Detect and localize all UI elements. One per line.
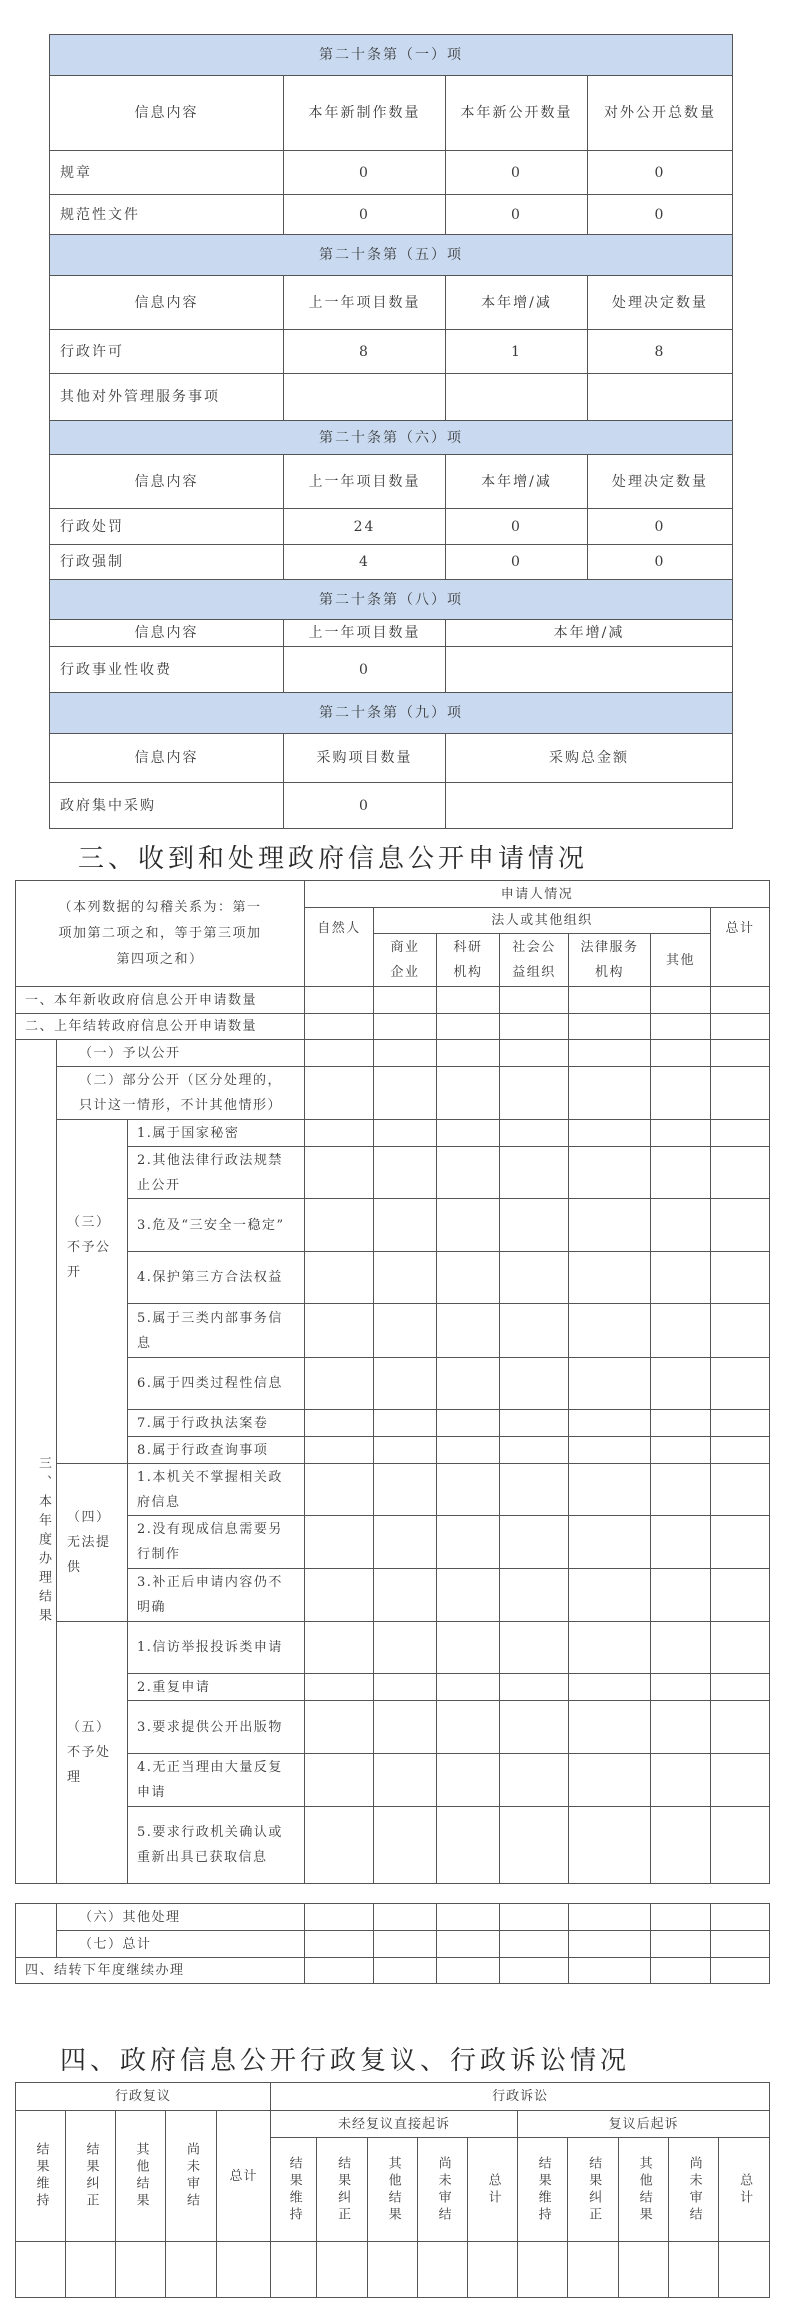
not-open-value-cell (711, 1358, 770, 1410)
column-header: 处理决定数量 (588, 455, 733, 509)
not-open-value-cell (305, 1252, 374, 1304)
partial-value-cell (305, 1067, 374, 1120)
not-processed-value-cell (374, 1754, 437, 1807)
not-open-value-cell (500, 1252, 569, 1304)
new-value-cell (305, 987, 374, 1014)
unable-value-cell (711, 1516, 770, 1569)
legal-column-header: 法律服务机构 (569, 934, 651, 987)
partial-value-cell (500, 1067, 569, 1120)
after-review-column-header: 尚未审结 (669, 2138, 719, 2242)
natural-person-header: 自然人 (305, 908, 374, 987)
column-header: 本年新制作数量 (284, 76, 446, 151)
row-label: 规范性文件 (50, 195, 284, 235)
sub-item-label: 6.属于四类过程性信息 (128, 1358, 305, 1410)
new-value-cell (569, 987, 651, 1014)
open-value-cell (305, 1040, 374, 1067)
direct-column-header: 结果维持 (271, 2138, 317, 2242)
after-review-column-header: 其他结果 (619, 2138, 669, 2242)
column-header: 本年增/减 (446, 455, 588, 509)
carry-value-cell (569, 1014, 651, 1040)
value-cell: 0 (446, 151, 588, 195)
not-open-value-cell (437, 1147, 500, 1199)
not-processed-value-cell (305, 1674, 374, 1701)
value-cell: 0 (284, 647, 446, 693)
sub-item-label: 1.信访举报投诉类申请 (128, 1622, 305, 1674)
not-open-value-cell (374, 1437, 437, 1464)
review-value-cell (116, 2242, 166, 2298)
value-cell: 8 (284, 330, 446, 374)
sub-item-label: 1.本机关不掌握相关政府信息 (128, 1464, 305, 1516)
after-review-suit-header: 复议后起诉 (518, 2111, 770, 2138)
sub-item-label: 4.无正当理由大量反复申请 (128, 1754, 305, 1807)
direct-column-header: 结果纠正 (317, 2138, 368, 2242)
result-group-continued (16, 1904, 57, 1958)
open-value-cell (651, 1040, 711, 1067)
new-value-cell (437, 987, 500, 1014)
row-partial: （二）部分公开（区分处理的，只计这一情形，不计其他情形） (57, 1067, 305, 1120)
carry-next-value-cell (569, 1958, 651, 1984)
other-value-cell (500, 1904, 569, 1931)
not-open-value-cell (651, 1199, 711, 1252)
subtotal-value-cell (500, 1931, 569, 1958)
value-cell: 8 (588, 330, 733, 374)
subtotal-value-cell (651, 1931, 711, 1958)
not-open-value-cell (651, 1410, 711, 1437)
not-processed-value-cell (651, 1701, 711, 1754)
direct-value-cell (271, 2242, 317, 2298)
column-header: 信息内容 (50, 455, 284, 509)
not-open-value-cell (711, 1147, 770, 1199)
not-processed-value-cell (305, 1701, 374, 1754)
legal-column-header: 商业企业 (374, 934, 437, 987)
unable-value-cell (374, 1569, 437, 1622)
not-open-value-cell (374, 1252, 437, 1304)
not-open-value-cell (305, 1437, 374, 1464)
carry-value-cell (500, 1014, 569, 1040)
carry-value-cell (305, 1014, 374, 1040)
column-header: 上一年项目数量 (284, 620, 446, 647)
carry-next-value-cell (500, 1958, 569, 1984)
new-value-cell (500, 987, 569, 1014)
other-value-cell (711, 1904, 770, 1931)
not-open-value-cell (711, 1252, 770, 1304)
not-open-value-cell (374, 1410, 437, 1437)
new-value-cell (374, 987, 437, 1014)
unable-value-cell (500, 1569, 569, 1622)
not-processed-value-cell (437, 1674, 500, 1701)
value-cell: 0 (446, 545, 588, 580)
value-cell: 0 (588, 545, 733, 580)
unable-value-cell (500, 1516, 569, 1569)
not-processed-value-cell (374, 1622, 437, 1674)
review-column-header: 结果维持 (16, 2111, 66, 2242)
not-open-value-cell (305, 1410, 374, 1437)
unable-value-cell (374, 1464, 437, 1516)
not-processed-value-cell (305, 1807, 374, 1884)
carry-value-cell (374, 1014, 437, 1040)
other-value-cell (651, 1904, 711, 1931)
row-label: 行政处罚 (50, 509, 284, 545)
not-open-value-cell (651, 1252, 711, 1304)
unable-value-cell (651, 1569, 711, 1622)
sub-item-label: 3.要求提供公开出版物 (128, 1701, 305, 1754)
other-value-cell (305, 1904, 374, 1931)
not-open-value-cell (569, 1252, 651, 1304)
not-open-value-cell (651, 1358, 711, 1410)
carry-next-value-cell (305, 1958, 374, 1984)
sub-item-label: 2.重复申请 (128, 1674, 305, 1701)
review-value-cell (166, 2242, 217, 2298)
direct-value-cell (317, 2242, 368, 2298)
open-value-cell (711, 1040, 770, 1067)
legal-column-header: 社会公益组织 (500, 934, 569, 987)
column-header: 信息内容 (50, 276, 284, 330)
open-value-cell (437, 1040, 500, 1067)
not-open-value-cell (437, 1410, 500, 1437)
after-review-value-cell (619, 2242, 669, 2298)
row-label: 行政事业性收费 (50, 647, 284, 693)
value-cell (446, 783, 733, 829)
review-value-cell (217, 2242, 271, 2298)
unable-value-cell (305, 1464, 374, 1516)
sub-item-label: 1.属于国家秘密 (128, 1120, 305, 1147)
not-open-value-cell (374, 1304, 437, 1358)
not-open-value-cell (651, 1437, 711, 1464)
not-open-value-cell (500, 1147, 569, 1199)
review-column-header: 总计 (217, 2111, 271, 2242)
row-other-processing: （六）其他处理 (57, 1904, 305, 1931)
legal-column-header: 其他 (651, 934, 711, 987)
section-title-row: 第二十条第（一）项 (50, 35, 733, 76)
not-open-value-cell (651, 1147, 711, 1199)
not-processed-value-cell (651, 1622, 711, 1674)
not-processed-value-cell (569, 1622, 651, 1674)
not-processed-value-cell (569, 1674, 651, 1701)
carry-next-value-cell (374, 1958, 437, 1984)
direct-value-cell (468, 2242, 518, 2298)
unable-value-cell (651, 1464, 711, 1516)
direct-value-cell (418, 2242, 468, 2298)
row-new-applications: 一、本年新收政府信息公开申请数量 (16, 987, 305, 1014)
not-processed-value-cell (711, 1622, 770, 1674)
not-processed-value-cell (374, 1674, 437, 1701)
sub-item-label: 5.属于三类内部事务信息 (128, 1304, 305, 1358)
not-processed-value-cell (500, 1674, 569, 1701)
unable-value-cell (500, 1464, 569, 1516)
not-processed-value-cell (437, 1807, 500, 1884)
not-open-value-cell (374, 1358, 437, 1410)
result-group-label: 三、本年度办理结果 (16, 1040, 57, 1884)
total-header: 总计 (711, 908, 770, 987)
not-open-value-cell (305, 1147, 374, 1199)
column-header: 对外公开总数量 (588, 76, 733, 151)
not-open-value-cell (374, 1147, 437, 1199)
subtotal-value-cell (305, 1931, 374, 1958)
carry-value-cell (437, 1014, 500, 1040)
review-column-header: 尚未审结 (166, 2111, 217, 2242)
not-open-value-cell (437, 1358, 500, 1410)
after-review-value-cell (518, 2242, 568, 2298)
subtotal-value-cell (374, 1931, 437, 1958)
not-processed-value-cell (500, 1622, 569, 1674)
column-header: 本年增/减 (446, 276, 588, 330)
not-open-value-cell (569, 1437, 651, 1464)
section4-title: 四、政府信息公开行政复议、行政诉讼情况 (60, 2046, 631, 2076)
not-processed-value-cell (711, 1807, 770, 1884)
after-review-column-header: 结果维持 (518, 2138, 568, 2242)
subtotal-value-cell (437, 1931, 500, 1958)
not-open-value-cell (305, 1304, 374, 1358)
not-open-value-cell (500, 1304, 569, 1358)
not-open-value-cell (374, 1199, 437, 1252)
value-cell: 0 (446, 195, 588, 235)
not-processed-value-cell (569, 1701, 651, 1754)
value-cell (284, 374, 446, 421)
not-open-value-cell (437, 1437, 500, 1464)
not-open-value-cell (651, 1120, 711, 1147)
unable-value-cell (305, 1569, 374, 1622)
section-title-row: 第二十条第（八）项 (50, 580, 733, 620)
direct-suit-header: 未经复议直接起诉 (271, 2111, 518, 2138)
partial-value-cell (651, 1067, 711, 1120)
not-processed-value-cell (374, 1807, 437, 1884)
review-value-cell (16, 2242, 66, 2298)
column-header: 本年新公开数量 (446, 76, 588, 151)
not-open-value-cell (711, 1199, 770, 1252)
unable-value-cell (569, 1516, 651, 1569)
applications-table (15, 880, 770, 1884)
not-processed-value-cell (374, 1701, 437, 1754)
unable-label: （四）无法提供 (57, 1464, 128, 1622)
not-processed-value-cell (437, 1701, 500, 1754)
section3-title: 三、收到和处理政府信息公开申请情况 (78, 844, 589, 874)
open-value-cell (500, 1040, 569, 1067)
not-open-value-cell (500, 1410, 569, 1437)
new-value-cell (651, 987, 711, 1014)
direct-column-header: 其他结果 (368, 2138, 418, 2242)
not-open-value-cell (711, 1120, 770, 1147)
value-cell: 1 (446, 330, 588, 374)
carry-next-value-cell (651, 1958, 711, 1984)
not-processed-value-cell (569, 1754, 651, 1807)
not-open-value-cell (569, 1120, 651, 1147)
not-processed-value-cell (651, 1807, 711, 1884)
unable-value-cell (569, 1464, 651, 1516)
not-open-value-cell (305, 1199, 374, 1252)
column-header: 上一年项目数量 (284, 276, 446, 330)
not-open-value-cell (437, 1252, 500, 1304)
corner-note: （本列数据的勾稽关系为：第一项加第二项之和，等于第三项加第四项之和） (16, 881, 305, 987)
partial-value-cell (437, 1067, 500, 1120)
value-cell: 24 (284, 509, 446, 545)
not-processed-label: （五）不予处理 (57, 1622, 128, 1884)
row-label: 规章 (50, 151, 284, 195)
not-processed-value-cell (711, 1674, 770, 1701)
not-open-value-cell (437, 1199, 500, 1252)
value-cell: 0 (446, 509, 588, 545)
not-open-value-cell (500, 1437, 569, 1464)
not-open-value-cell (569, 1304, 651, 1358)
unable-value-cell (437, 1569, 500, 1622)
review-column-header: 其他结果 (116, 2111, 166, 2242)
not-open-value-cell (711, 1437, 770, 1464)
new-value-cell (711, 987, 770, 1014)
row-carried-over: 二、上年结转政府信息公开申请数量 (16, 1014, 305, 1040)
legal-column-header: 科研机构 (437, 934, 500, 987)
unable-value-cell (374, 1516, 437, 1569)
open-value-cell (374, 1040, 437, 1067)
not-processed-value-cell (711, 1754, 770, 1807)
unable-value-cell (305, 1516, 374, 1569)
sub-item-label: 7.属于行政执法案卷 (128, 1410, 305, 1437)
not-open-value-cell (500, 1199, 569, 1252)
after-review-column-header: 结果纠正 (568, 2138, 619, 2242)
column-header: 信息内容 (50, 734, 284, 783)
row-label: 政府集中采购 (50, 783, 284, 829)
after-review-column-header: 总计 (719, 2138, 770, 2242)
column-header: 信息内容 (50, 620, 284, 647)
article20-table (49, 34, 733, 829)
other-value-cell (374, 1904, 437, 1931)
not-open-value-cell (569, 1199, 651, 1252)
carry-value-cell (711, 1014, 770, 1040)
column-header: 采购总金额 (446, 734, 733, 783)
unable-value-cell (711, 1569, 770, 1622)
row-label: 行政许可 (50, 330, 284, 374)
sub-item-label: 8.属于行政查询事项 (128, 1437, 305, 1464)
not-open-value-cell (500, 1120, 569, 1147)
column-header: 处理决定数量 (588, 276, 733, 330)
column-header: 信息内容 (50, 76, 284, 151)
unable-value-cell (569, 1569, 651, 1622)
section-title-row: 第二十条第（六）项 (50, 421, 733, 455)
review-column-header: 结果纠正 (66, 2111, 116, 2242)
value-cell (446, 374, 588, 421)
not-processed-value-cell (569, 1807, 651, 1884)
section-title-row: 第二十条第（九）项 (50, 693, 733, 734)
not-open-value-cell (305, 1358, 374, 1410)
not-open-value-cell (374, 1120, 437, 1147)
direct-column-header: 总计 (468, 2138, 518, 2242)
not-processed-value-cell (651, 1754, 711, 1807)
column-header: 本年增/减 (446, 620, 733, 647)
direct-column-header: 尚未审结 (418, 2138, 468, 2242)
carry-next-value-cell (711, 1958, 770, 1984)
not-open-value-cell (305, 1120, 374, 1147)
applicant-header: 申请人情况 (305, 881, 770, 908)
value-cell (588, 374, 733, 421)
carry-value-cell (651, 1014, 711, 1040)
not-processed-value-cell (500, 1807, 569, 1884)
unable-value-cell (437, 1516, 500, 1569)
not-open-value-cell (569, 1410, 651, 1437)
column-header: 采购项目数量 (284, 734, 446, 783)
review-value-cell (66, 2242, 116, 2298)
not-open-value-cell (437, 1304, 500, 1358)
not-processed-value-cell (437, 1754, 500, 1807)
admin-litigation-header: 行政诉讼 (271, 2083, 770, 2111)
value-cell (446, 647, 733, 693)
not-processed-value-cell (305, 1622, 374, 1674)
not-open-value-cell (569, 1358, 651, 1410)
unable-value-cell (437, 1464, 500, 1516)
admin-review-header: 行政复议 (16, 2083, 271, 2111)
not-processed-value-cell (305, 1754, 374, 1807)
row-label: 行政强制 (50, 545, 284, 580)
sub-item-label: 4.保护第三方合法权益 (128, 1252, 305, 1304)
sub-item-label: 5.要求行政机关确认或重新出具已获取信息 (128, 1807, 305, 1884)
not-open-value-cell (651, 1304, 711, 1358)
not-open-value-cell (711, 1410, 770, 1437)
partial-value-cell (569, 1067, 651, 1120)
value-cell: 0 (284, 195, 446, 235)
not-processed-value-cell (500, 1701, 569, 1754)
after-review-value-cell (568, 2242, 619, 2298)
other-value-cell (437, 1904, 500, 1931)
partial-value-cell (711, 1067, 770, 1120)
row-carry-next-year: 四、结转下年度继续办理 (16, 1958, 305, 1984)
sub-item-label: 3.危及“三安全一稳定” (128, 1199, 305, 1252)
not-open-value-cell (569, 1147, 651, 1199)
value-cell: 0 (284, 151, 446, 195)
not-processed-value-cell (500, 1754, 569, 1807)
after-review-value-cell (719, 2242, 770, 2298)
partial-value-cell (374, 1067, 437, 1120)
not-open-value-cell (437, 1120, 500, 1147)
not-open-value-cell (711, 1304, 770, 1358)
not-open-label: （三）不予公开 (57, 1120, 128, 1464)
carry-next-value-cell (437, 1958, 500, 1984)
review-litigation-table (15, 2082, 770, 2298)
subtotal-value-cell (711, 1931, 770, 1958)
not-open-value-cell (500, 1358, 569, 1410)
sub-item-label: 3.补正后申请内容仍不明确 (128, 1569, 305, 1622)
row-label: 其他对外管理服务事项 (50, 374, 284, 421)
not-processed-value-cell (711, 1701, 770, 1754)
applications-table-continued (15, 1903, 770, 1984)
not-processed-value-cell (437, 1622, 500, 1674)
row-open: （一）予以公开 (57, 1040, 305, 1067)
row-subtotal: （七）总计 (57, 1931, 305, 1958)
value-cell: 0 (588, 151, 733, 195)
open-value-cell (569, 1040, 651, 1067)
legal-group-header: 法人或其他组织 (374, 908, 711, 934)
subtotal-value-cell (569, 1931, 651, 1958)
value-cell: 0 (588, 195, 733, 235)
section-title-row: 第二十条第（五）项 (50, 235, 733, 276)
column-header: 上一年项目数量 (284, 455, 446, 509)
unable-value-cell (651, 1516, 711, 1569)
value-cell: 0 (588, 509, 733, 545)
sub-item-label: 2.没有现成信息需要另行制作 (128, 1516, 305, 1569)
direct-value-cell (368, 2242, 418, 2298)
other-value-cell (569, 1904, 651, 1931)
not-processed-value-cell (651, 1674, 711, 1701)
unable-value-cell (711, 1464, 770, 1516)
sub-item-label: 2.其他法律行政法规禁止公开 (128, 1147, 305, 1199)
value-cell: 4 (284, 545, 446, 580)
value-cell: 0 (284, 783, 446, 829)
after-review-value-cell (669, 2242, 719, 2298)
